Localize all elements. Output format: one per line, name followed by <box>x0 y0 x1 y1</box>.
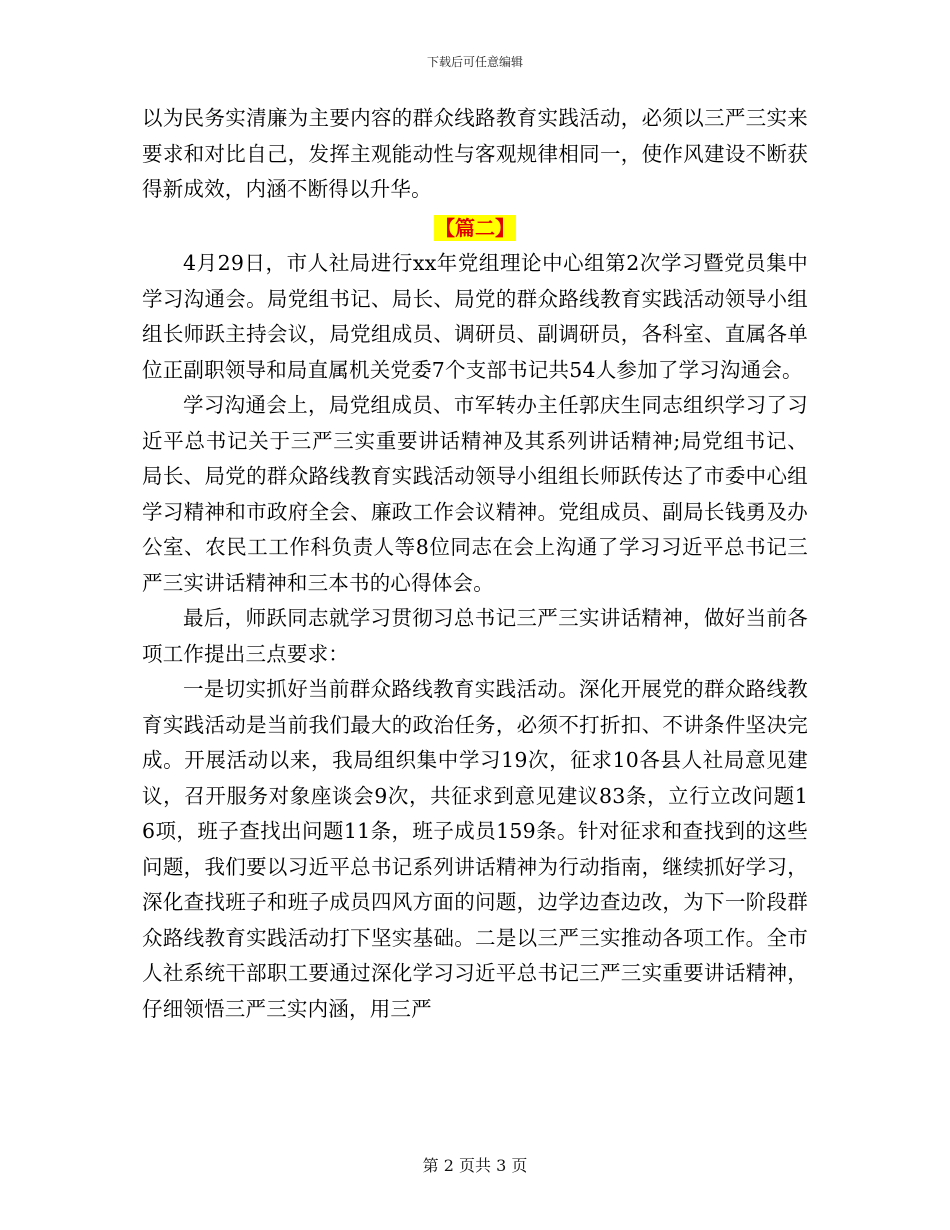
paragraph-requirements-intro: 最后，师跃同志就学习贯彻习总书记三严三实讲话精神，做好当前各项工作提出三点要求： <box>142 606 808 666</box>
section-title: 【篇二】 <box>435 216 515 240</box>
page-number: 第 2 页共 3 页 <box>422 1156 528 1175</box>
page-header: 下载后可任意编辑 <box>426 55 523 69</box>
section-title-row <box>142 210 808 246</box>
document-body <box>142 101 808 1027</box>
paragraph-meeting-overview: 4月29日，市人社局进行xx年党组理论中心组第2次学习暨党员集中学习沟通会。局党组书记、局长、局党的群众路线教育实践活动领导小组组长师跃主持会议，局党组成员、调研员、副调研员，各科室、直属各单位正副职领导和局直属机关党委7个支部书记共54人参加了学习沟通会。 <box>142 251 808 382</box>
paragraph-meeting-content: 学习沟通会上，局党组成员、市军转办主任郭庆生同志组织学习了习近平总书记关于三严三实重要讲话精神及其系列讲话精神;局党组书记、局长、局党的群众路线教育实践活动领导小组组长师跃传达了市委中心组学习精神和市政府全会、廉政工作会议精神。党组成员、副局长钱勇及办公室、农民工工作科负责人等8位同志在会上沟通了学习习近平总书记三严三实讲话精神和三本书的心得体会。 <box>142 393 808 595</box>
intro-paragraph: 以为民务实清廉为主要内容的群众线路教育实践活动，必须以三严三实来要求和对比自己，发挥主观能动性与客观规律相同一，使作风建设不断获得新成效，内涵不断得以升华。 <box>142 106 808 201</box>
paragraph-requirements: 一是切实抓好当前群众路线教育实践活动。深化开展党的群众路线教育实践活动是当前我们最大的政治任务，必须不打折扣、不讲条件坚决完成。开展活动以来，我局组织集中学习19次，征求10各县人社局意见建议，召开服务对象座谈会9次，共征求到意见建议83条，立行立改问题16项，班子查找出问题11条，班子成员159条。针对征求和查找到的这些问题，我们要以习近平总书记系列讲话精神为行动指南，继续抓好学习，深化查找班子和班子成员四风方面的问题，边学边查边改，为下一阶段群众路线教育实践活动打下坚实基础。二是以三严三实推动各项工作。全市人社系统干部职工要通过深化学习习近平总书记三严三实重要讲话精神，仔细领悟三严三实内涵，用三严 <box>142 677 808 1021</box>
